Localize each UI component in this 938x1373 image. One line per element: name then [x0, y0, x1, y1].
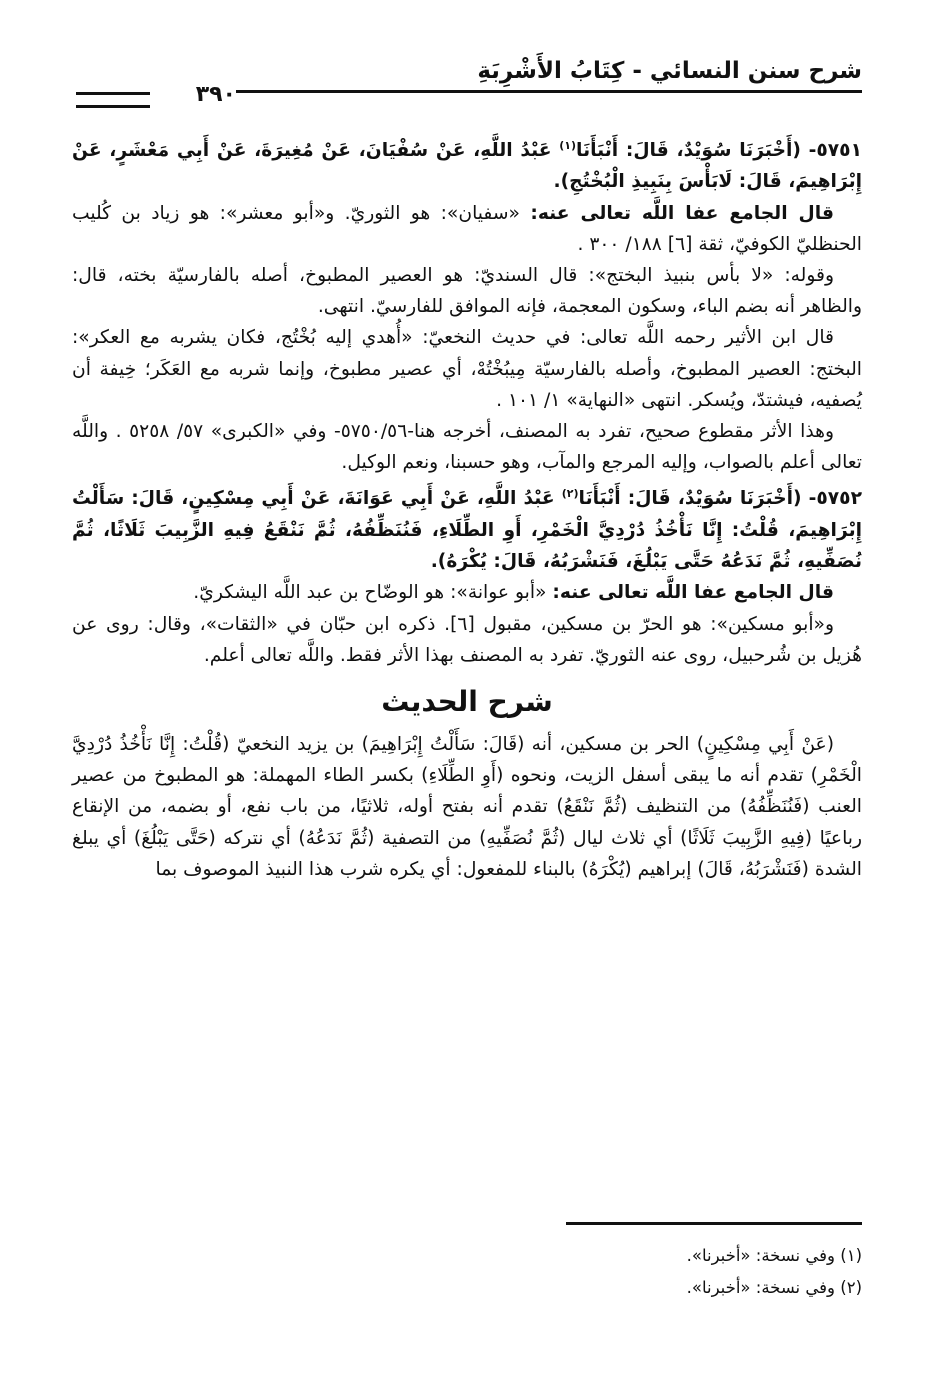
double-rule — [76, 92, 150, 108]
footnote-ref-1: (١) — [559, 139, 577, 152]
comment-5752-text: «أبو عوانة»: هو الوضّاح بن عبد اللَّه اليشكريّ. — [193, 582, 553, 604]
book-page — [72, 52, 862, 1342]
hadith-5752-text-b: عَبْدُ اللَّهِ، عَنْ أَبِي عَوَانَةَ، عَنْ أَبِي مِسْكِينٍ، قَالَ: سَأَلْتُ إِبْرَاهِيمَ، قُلْتُ: إِنَّا نَأْخُذُ دُرْدِيَّ الْخَمْرِ، أَوِ الطِّلَاءِ، فَنُنَظِّفُهُ، ثُمَّ نَنْقَعُ فِيهِ الزَّبِيبَ ثَلَاثًا، ثُمَّ نُصَفِّيهِ، ثُمَّ نَدَعُهُ حَتَّى يَبْلُغَ، فَنَشْرَبُهُ، قَالَ: يُكْرَهُ). — [72, 488, 862, 573]
hadith-5751 — [72, 130, 862, 198]
footnotes — [687, 1240, 862, 1304]
running-title: شرح سنن النسائي - كِتَابُ الأَشْرِبَةِ — [477, 58, 862, 84]
comment-5751-lead: قال الجامع عفا اللَّه تعالى عنه: — [530, 202, 834, 224]
page-number: ٣٩٠ — [195, 82, 236, 107]
hadith-5752-text-a: ٥٧٥٢- (أَخْبَرَنَا سُوَيْدٌ، قَالَ: أَنْبَأَنَا — [578, 488, 862, 510]
page-header — [72, 52, 862, 108]
comment-5752-lead: قال الجامع عفا اللَّه تعالى عنه: — [552, 582, 834, 604]
section-title: شرح الحديث — [381, 684, 553, 718]
footnote-rule — [566, 1222, 862, 1225]
comment-5751 — [72, 198, 862, 260]
paragraph: و«أبو مسكين»: هو الحرّ بن مسكين، مقبول [٦]. ذكره ابن حبّان في «الثقات»، وقال: روى عن هُزيل بن شُرحبيل، روى عنه الثوريّ. تفرد به المصنف بهذا الأثر فقط. واللَّه تعالى أعلم. — [72, 613, 862, 666]
page-number-block — [76, 82, 236, 112]
footnote-ref-2: (٢) — [561, 487, 579, 501]
footnote-2: (٢) وفي نسخة: «أخبرنا». — [686, 1278, 862, 1297]
comment-5752 — [72, 577, 862, 608]
hadith-5751-text-a: ٥٧٥١- (أَخْبَرَنَا سُوَيْدٌ، قَالَ: أَنْبَأَنَا — [576, 140, 862, 162]
hadith-5752 — [72, 478, 862, 577]
paragraph: وقوله: «لا بأس بنبيذ البختج»: قال السنديّ: هو العصير المطبوخ، أصله بالفارسيّة بخته، قال: والظاهر أنه بضم الباء، وسكون المعجمة، فإنه الموافق للفارسيّ. انتهى. — [72, 265, 862, 318]
page-content — [72, 130, 862, 885]
paragraph: قال ابن الأثير رحمه اللَّه تعالى: في حديث النخعيّ: «أُهدي إليه بُخْتُج، فكان يشربه مع العكر»: البختج: العصير المطبوخ، وأصله بالفارسيّة مِيبُخْتُهْ، أي عصير مطبوخ، وإنما شربه مع العَكَر؛ خِيفة أن يُصفيه، فيشتدّ، ويُسكر. انتهى «النهاية» ١/ ١٠١ . — [72, 327, 862, 411]
explanation-paragraph: (عَنْ أَبِي مِسْكِينٍ) الحر بن مسكين، أنه (قَالَ: سَأَلْتُ إِبْرَاهِيمَ) بن يزيد النخعيّ (قُلْتُ: إِنَّا نَأْخُذُ دُرْدِيَّ الْخَمْرِ) تقدم أنه ما يبقى أسفل الزيت، ونحوه (أَوِ الطِّلَاءِ) بكسر الطاء المهملة: هو المطبوخ من عصير العنب (فَنُنَظِّفُهُ) من التنظيف (ثُمَّ نَنْقَعُ) تقدم أنه بفتح أوله، ثلاثيًا، من باب نفع، أو بضمه، من الإنقاع رباعيًا (فِيهِ الزَّبِيبَ ثَلَاثًا) أي ثلاث ليال (ثُمَّ نُصَفِّيهِ) من التصفية (ثُمَّ نَدَعُهُ) أي نتركه (حَتَّى يَبْلُغَ) أي يبلغ الشدة (فَنَشْرَبُهُ، قَالَ) إبراهيم (يُكْرَهُ) بالبناء للمفعول: أي يكره شرب هذا النبيذ الموصوف بما — [72, 733, 862, 880]
footnote-1: (١) وفي نسخة: «أخبرنا». — [686, 1246, 862, 1265]
paragraph: وهذا الأثر مقطوع صحيح، تفرد به المصنف، أخرجه هنا-٥٧٥٠/٥٦- وفي «الكبرى» ٥٧/ ٥٢٥٨ . واللَّه تعالى أعلم بالصواب، وإليه المرجع والمآب، وهو حسبنا، ونعم الوكيل. — [72, 421, 862, 474]
comment-5751-text: «سفيان»: هو الثوريّ. و«أبو معشر»: هو زياد بن كُليب الحنظليّ الكوفيّ، ثقة [٦] ١٨٨/ ٣٠٠ . — [72, 202, 862, 255]
hadith-5751-text-b: عَبْدُ اللَّهِ، عَنْ سُفْيَانَ، عَنْ مُغِيرَةَ، عَنْ أَبِي مَعْشَرٍ، عَنْ إِبْرَاهِيمَ، قَالَ: لَابَأْسَ بِنَبِيذِ الْبُخْتُجِ). — [72, 140, 862, 193]
